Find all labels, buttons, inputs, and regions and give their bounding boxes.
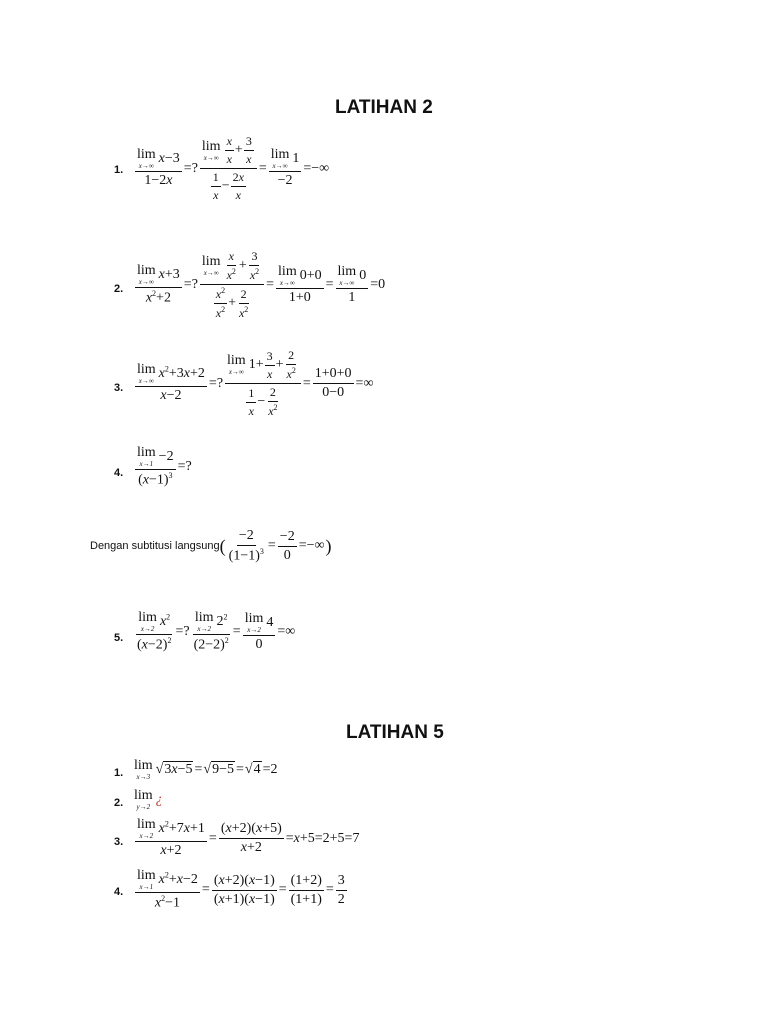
fraction: lim x→2 $x^2$ $(x-2)^2$	[137, 610, 172, 653]
fraction: lim x→∞ 0+0 1+0	[278, 263, 322, 305]
fraction: lim x→2 $2^2$ $(2-2)^2$	[193, 610, 229, 653]
fraction: lim x→∞ 0 1	[337, 263, 367, 305]
fraction: $\frac{(x+2)(x+5)}{x+2}$	[220, 821, 282, 855]
fraction: lim x→∞ $\frac{x}{x^2}$ + $\frac{3}{x^2}$ $\frac{x^2}{x^2}$ + $\frac{2}{x^2}$	[200, 249, 264, 321]
equation-l2-4: lim x→1 −2 $(x-1)^3$ =?	[137, 445, 192, 488]
fraction: lim x→∞ 1+ $\frac{3}{x}$ + $\frac{2}{x^2}$ $\frac{1}{x}$ − $\frac{2}{x^2}$	[225, 348, 301, 419]
heading-latihan-2: LATIHAN 2	[335, 97, 433, 118]
heading-latihan-5: LATIHAN 5	[346, 722, 444, 743]
fraction: lim x→∞ x+3 $x^2+2$	[137, 262, 180, 306]
fraction: lim x→∞ $\frac{x}{x}$ + $\frac{3}{x}$ $\frac{1}{x}$ − $\frac{2x}{x}$	[200, 134, 257, 203]
fraction: lim x→1 −2 $(x-1)^3$	[137, 445, 174, 488]
note-text: Dengan subtitusi langsung	[90, 540, 220, 553]
equation-l2-5: lim x→2 $x^2$ $(x-2)^2$ =? lim x→2 $2^2$ $(2-2)^2$ = lim x→2 4 0 =∞	[137, 610, 296, 653]
fraction: lim x→2 $x^2+7x+1$ x+2	[137, 817, 205, 858]
equation-l5-3: lim x→2 $x^2+7x+1$ x+2 = $\frac{(x+2)(x+5)}{x+2}$ =x+5=2+5=7	[137, 817, 360, 858]
problem-number: 3.	[114, 382, 124, 394]
problem-number: 1.	[114, 767, 124, 779]
fraction: $\frac{(x+2)(x-1)}{(x+1)(x-1)}$	[213, 872, 275, 907]
fraction: $\frac{-2}{(1-1)^3}$	[228, 528, 264, 564]
fraction: $\frac{(1+2)}{(1+1)}$	[290, 872, 322, 907]
equation-l2-2: lim x→∞ x+3 $x^2+2$ =? lim x→∞ $\frac{x}{x^2}$ + $\frac{3}{x^2}$ $\frac{x^2}{x^2}$ + $\frac{2}{x^2}$ = lim x→∞ 0+0 1+0 = lim x→∞ 0 1 =0	[137, 249, 386, 320]
fraction: lim x→1 $x^2+x-2$ $x^2-1$	[137, 868, 198, 911]
problem-number: 1.	[114, 164, 124, 176]
fraction: $\frac{1+0+0}{0-0}$	[314, 366, 352, 400]
fraction: lim x→2 4 0	[244, 610, 274, 652]
problem-number: 5.	[114, 632, 124, 644]
unknown-mark: ¿	[155, 792, 163, 807]
fraction: lim x→∞ x−3 1−2x	[137, 147, 180, 188]
problem-number: 4.	[114, 467, 124, 479]
equation-l5-4: lim x→1 $x^2+x-2$ $x^2-1$ = $\frac{(x+2)(x-1)}{(x+1)(x-1)}$ = $\frac{(1+2)}{(1+1)}$ = $\frac{3}{2}$	[137, 868, 345, 911]
substitution-note: Dengan subtitusi langsung ( $\frac{-2}{(1-1)^3}$ = $\frac{-2}{0}$ =−∞ )	[90, 528, 332, 564]
fraction: lim x→∞ 1 −2	[270, 147, 300, 188]
problem-number: 3.	[114, 836, 124, 848]
fraction: $\frac{-2}{0}$	[279, 528, 295, 563]
fraction: $\frac{3}{2}$	[337, 872, 345, 907]
problem-number: 2.	[114, 797, 124, 809]
problem-number: 4.	[114, 886, 124, 898]
problem-number: 2.	[114, 283, 124, 295]
equation-l5-1: lim x→3 √3x−5 = √9−5 = √4 =2	[134, 758, 278, 781]
equation-l2-3: lim x→∞ $x^2+3x+2$ x−2 =? lim x→∞ 1+ $\frac{3}{x}$ + $\frac{2}{x^2}$ $\frac{1}{x}$ − $\frac{2}{x^2}$ = $\frac{1+0+0}{0-0}$ =∞	[137, 348, 374, 418]
equation-l2-1: lim x→∞ x−3 1−2x =? lim x→∞ $\frac{x}{x}$ + $\frac{3}{x}$ $\frac{1}{x}$ − $\frac{2x}{x}$ = lim x→∞ 1 −2 =−∞	[137, 134, 330, 202]
fraction: lim x→∞ $x^2+3x+2$ x−2	[137, 362, 205, 403]
equation-l5-2: lim y→2 ¿	[134, 788, 163, 811]
